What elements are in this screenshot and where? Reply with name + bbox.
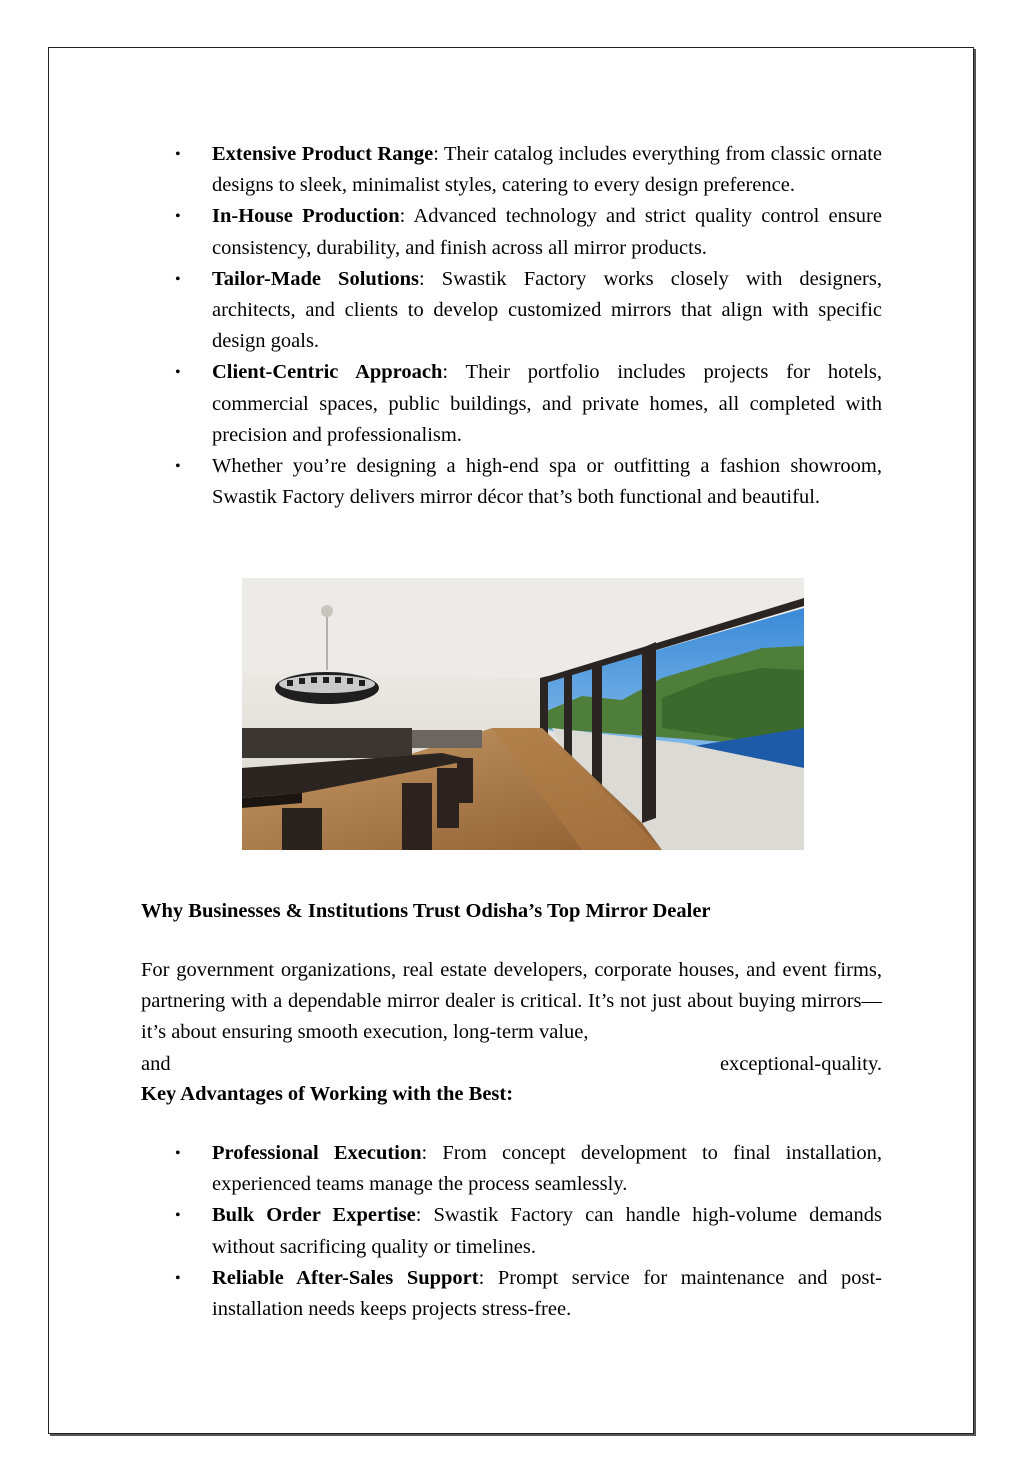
item-title: Reliable After-Sales Support <box>212 1266 479 1289</box>
advantages-list <box>141 1138 882 1325</box>
bullet-icon: • <box>175 1207 181 1225</box>
item-text: : Swastik Factory works closely with designers, architects, and clients to develop customized mirrors that align with specific design goals. <box>212 267 882 353</box>
interior-photo <box>242 578 804 850</box>
item-text: : Their portfolio includes projects for hotels, commercial spaces, public buildings, and private homes, all completed with precision and professionalism. <box>212 361 882 446</box>
section-heading: Why Businesses & Institutions Trust Odisha’s Top Mirror Dealer <box>141 900 711 922</box>
item-title: In-House Production <box>212 205 400 228</box>
list-item <box>141 1138 882 1200</box>
list-item <box>141 139 882 201</box>
bullet-icon: • <box>175 458 181 476</box>
list-item <box>141 451 882 513</box>
item-title: Tailor-Made Solutions <box>212 267 419 290</box>
item-title: Client-Centric Approach <box>212 361 443 384</box>
bullet-icon: • <box>175 1145 181 1162</box>
paragraph-body: For government organizations, real estate developers, corporate houses, and event firms, partnering with a dependable mirror dealer is critical. It’s not just about buying mirrors—it’s about ensuring smooth execution, long-term value, <box>141 959 882 1044</box>
item-text: : Advanced technology and strict quality control ensure consistency, durability, and finish across all mirror products. <box>212 205 882 259</box>
paragraph-last-right: exceptional-quality. <box>719 1052 882 1075</box>
feature-list <box>141 139 882 513</box>
item-text: : Their catalog includes everything from classic ornate designs to sleek, minimalist styles, catering to every design preference. <box>212 143 882 197</box>
item-title: Extensive Product Range <box>212 143 434 165</box>
paragraph-last-left: and <box>141 1052 171 1075</box>
bullet-icon: • <box>175 208 181 226</box>
list-item <box>141 201 882 263</box>
list-item <box>141 264 882 358</box>
item-text: : From concept development to final installation, experienced teams manage the process seamlessly. <box>212 1142 883 1196</box>
interior-dining-room-photo-icon <box>242 578 804 850</box>
item-text: Whether you’re designing a high-end spa or outfitting a fashion showroom, Swastik Factory delivers mirror décor that’s both functional and beautiful. <box>212 455 882 509</box>
bullet-icon: • <box>175 364 181 382</box>
list-item <box>141 1263 882 1325</box>
bullet-icon: • <box>175 146 181 163</box>
intro-paragraph <box>141 955 882 1080</box>
advantages-heading: Key Advantages of Working with the Best: <box>141 1083 514 1105</box>
paragraph-last-line <box>141 1049 882 1080</box>
list-item <box>141 357 882 451</box>
bullet-icon: • <box>175 270 181 288</box>
bullet-icon: • <box>175 1269 181 1287</box>
item-text: : Swastik Factory can handle high-volume demands without sacrificing quality or timelines. <box>212 1204 882 1258</box>
list-item <box>141 1200 882 1262</box>
item-text: : Prompt service for maintenance and post-installation needs keeps projects stress-free. <box>212 1266 882 1321</box>
item-title: Professional Execution <box>212 1142 422 1164</box>
item-title: Bulk Order Expertise <box>212 1204 416 1227</box>
